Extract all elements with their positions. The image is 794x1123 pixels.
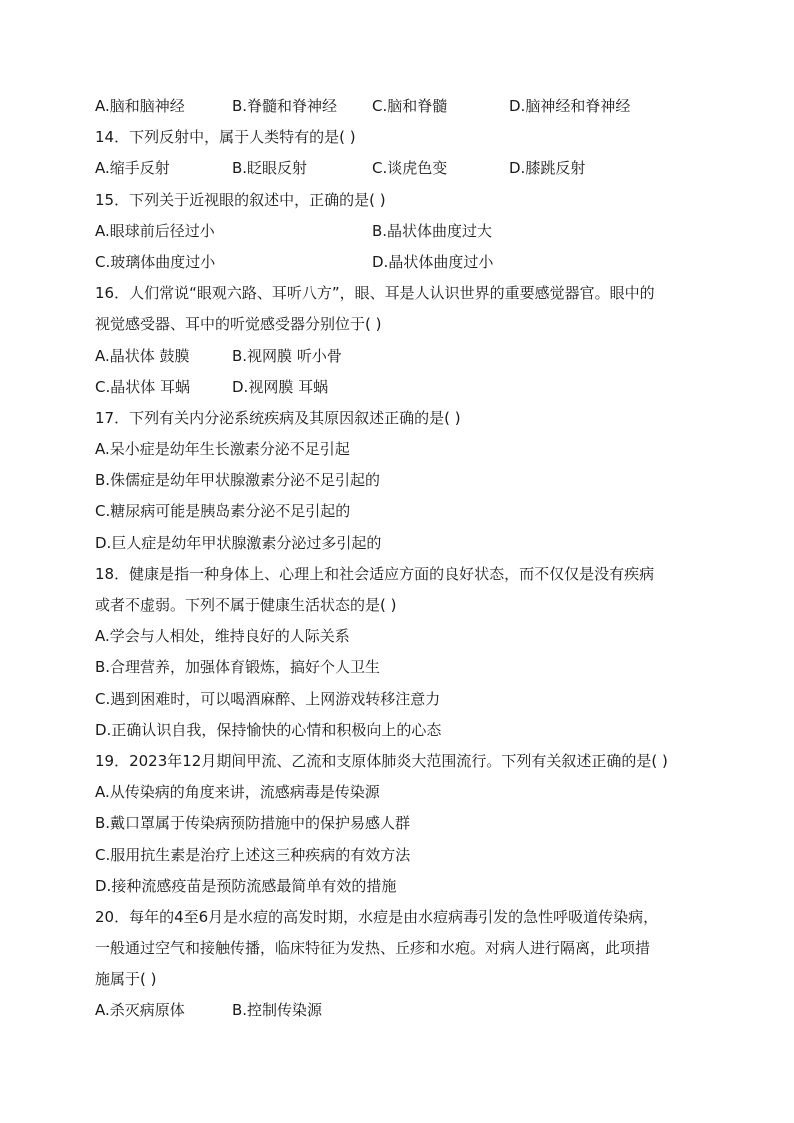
q13-option-c: C.脑和脊髓	[372, 97, 448, 115]
q20-stem-line3: 施属于( )	[95, 970, 157, 989]
q17-option-b: B.侏儒症是幼年甲状腺激素分泌不足引起的	[95, 471, 381, 490]
q19-option-c: C.服用抗生素是治疗上述这三种疾病的有效方法	[95, 845, 411, 864]
q13-option-b: B.脊髓和脊神经	[232, 97, 338, 115]
q16-option-d: D.视网膜 耳蜗	[232, 377, 329, 396]
q17-option-d: D.巨人症是幼年甲状腺激素分泌过多引起的	[95, 533, 382, 552]
q14-option-b: B.眨眼反射	[232, 159, 308, 178]
q16-option-c: C.晶状体 耳蜗	[95, 377, 191, 396]
q18-stem-line2: 或者不虚弱。下列不属于健康生活状态的是( )	[95, 596, 397, 614]
q19-option-a: A.从传染病的角度来讲，流感病毒是传染源	[95, 783, 380, 802]
q16-stem-line2: 视觉感受器、耳中的听觉感受器分别位于( )	[95, 315, 382, 334]
q13-option-a: A.脑和脑神经	[95, 97, 185, 115]
q15-options-row2	[95, 250, 705, 281]
q19-option-d: D.接种流感疫苗是预防流感最简单有效的措施	[95, 876, 397, 895]
q20-options	[95, 998, 705, 1029]
q13-option-d: D.脑神经和脊神经	[509, 97, 631, 115]
q14-option-a: A.缩手反射	[95, 159, 170, 178]
q16-options-row2	[95, 375, 705, 406]
q17-option-c: C.糖尿病可能是胰岛素分泌不足引起的	[95, 502, 351, 521]
q18-option-a: A.学会与人相处，维持良好的人际关系	[95, 627, 350, 646]
q14-stem: 14．下列反射中，属于人类特有的是( )	[95, 128, 356, 147]
q19-option-b: B.戴口罩属于传染病预防措施中的保护易感人群	[95, 814, 411, 833]
q15-option-a: A.眼球前后径过小	[95, 221, 215, 240]
q14-option-c: C.谈虎色变	[372, 159, 448, 178]
q15-option-d: D.晶状体曲度过小	[372, 252, 494, 271]
q15-option-b: B.晶状体曲度过大	[372, 221, 493, 240]
q15-option-c: C.玻璃体曲度过小	[95, 252, 216, 271]
q20-stem-line2: 一般通过空气和接触传播，临床特征为发热、丘疹和水疱。对病人进行隔离，此项措	[95, 939, 651, 958]
q20-option-b: B.控制传染源	[232, 1001, 323, 1020]
q18-option-c: C.遇到困难时，可以喝酒麻醉、上网游戏转移注意力	[95, 689, 441, 708]
q19-stem: 19．2023年12月期间甲流、乙流和支原体肺炎大范围流行。下列有关叙述正确的是( )	[95, 751, 668, 770]
q15-options-row1	[95, 219, 705, 250]
q17-stem: 17．下列有关内分泌系统疾病及其原因叙述正确的是( )	[95, 408, 461, 427]
q14-option-d: D.膝跳反射	[509, 159, 586, 178]
q13-options	[95, 94, 705, 125]
exam-page	[95, 94, 705, 1030]
q20-stem-line1: 20．每年的4至6月是水痘的高发时期，水痘是由水痘病毒引发的急性呼吸道传染病，	[95, 907, 659, 926]
q14-options	[95, 156, 705, 187]
q16-option-b: B.视网膜 听小骨	[232, 346, 342, 365]
q16-option-a: A.晶状体 鼓膜	[95, 346, 190, 365]
q18-stem-line1: 18．健康是指一种身体上、心理上和社会适应方面的良好状态，而不仅仅是没有疾病	[95, 564, 655, 583]
q20-option-a: A.杀灭病原体	[95, 1001, 185, 1020]
q17-option-a: A.呆小症是幼年生长激素分泌不足引起	[95, 440, 350, 459]
q18-option-b: B.合理营养，加强体育锻炼，搞好个人卫生	[95, 658, 381, 677]
q16-options-row1	[95, 344, 705, 375]
q16-stem-line1: 16．人们常说“眼观六路、耳听八方”，眼、耳是人认识世界的重要感觉器官。眼中的	[95, 284, 655, 303]
q18-option-d: D.正确认识自我，保持愉快的心情和积极向上的心态	[95, 720, 442, 739]
q15-stem: 15．下列关于近视眼的叙述中，正确的是( )	[95, 190, 386, 209]
